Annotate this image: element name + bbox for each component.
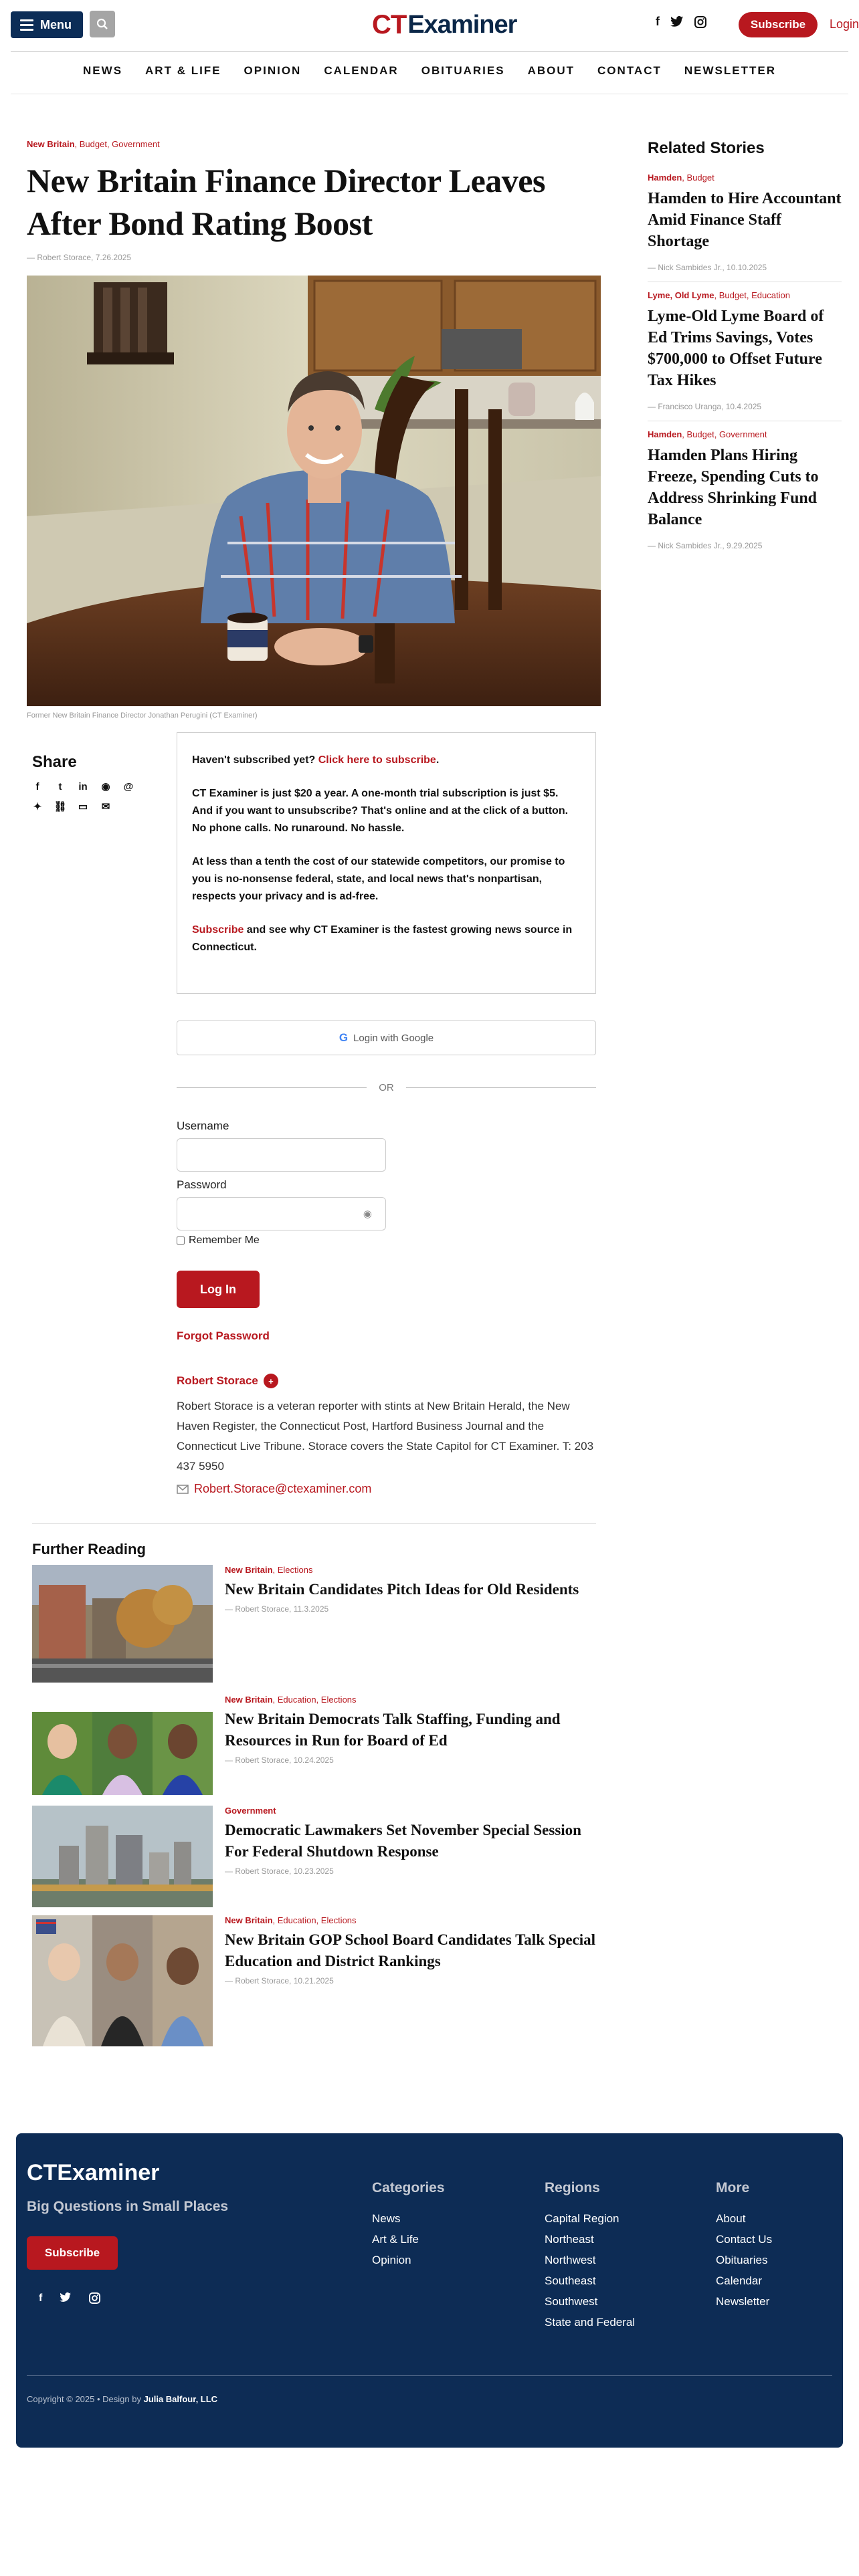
further-item-category[interactable]: New Britain [225,1915,273,1925]
or-divider [177,1079,596,1095]
nav-opinion[interactable]: OPINION [244,64,302,77]
facebook-icon[interactable]: f [39,2292,43,2304]
nav-contact[interactable]: CONTACT [597,64,662,77]
search-icon [96,18,108,30]
related-item-byline: — Nick Sambides Jr., 10.10.2025 [648,263,767,272]
nav-obituaries[interactable]: OBITUARIES [421,64,505,77]
footer-copyright [27,2394,217,2404]
footer-tagline: Big Questions in Small Places [27,2199,229,2214]
email-share-icon[interactable]: ✉ [101,801,110,813]
related-item-category[interactable]: Lyme, Old Lyme [648,290,714,300]
nav-about[interactable]: ABOUT [527,64,575,77]
designer-link[interactable]: Julia Balfour, LLC [143,2394,218,2404]
mail-icon [177,1485,189,1494]
share-title: Share [32,753,77,771]
related-title: Related Stories [648,139,765,157]
paywall-subscribe-link[interactable]: Click here to subscribe [318,754,436,766]
further-item[interactable] [32,1915,596,2049]
related-item-category-rest[interactable]: , Budget [682,173,714,183]
related-item-category-rest[interactable]: , Budget, Government [682,429,767,439]
article-headline: New Britain Finance Director Leaves After Bond Rating Boost [27,162,545,242]
further-item-image[interactable] [32,1712,213,1795]
main-nav [11,64,848,78]
further-item-byline: — Robert Storace, 10.21.2025 [225,1976,334,1985]
related-item[interactable] [648,429,842,560]
footer-social [39,2292,100,2304]
menu-label: Menu [40,17,72,31]
article-byline: — Robert Storace, 7.26.2025 [27,253,132,262]
further-reading-title: Further Reading [32,1541,146,1558]
search-button[interactable] [90,11,115,37]
further-item-headline[interactable]: New Britain Candidates Pitch Ideas for Old Residents [225,1581,579,1598]
copyright-text: Copyright © 2025 • Design by [27,2394,144,2404]
footer-link-opinion[interactable]: Opinion [372,2254,411,2266]
article-category-primary[interactable]: New Britain [27,139,75,149]
footer-categories [372,2180,445,2270]
related-stories [648,139,842,568]
related-item[interactable] [648,290,842,421]
further-item-image[interactable] [32,1565,213,1683]
portrait-image [27,276,601,706]
facebook-share-icon[interactable]: f [35,780,39,792]
paywall-box [177,732,596,994]
further-item-byline: — Robert Storace, 10.24.2025 [225,1755,334,1765]
article-photo [27,276,601,706]
or-label: OR [379,1081,394,1093]
facebook-icon[interactable]: f [656,15,660,28]
further-item-image[interactable] [32,1915,213,2046]
print-share-icon[interactable]: ▭ [78,801,88,813]
instagram-icon[interactable] [694,16,706,28]
footer-link-calendar[interactable]: Calendar [716,2274,762,2287]
paywall-text-2: CT Examiner is just $20 a year. A one-month trial subscription is just $5. And if you want to unsubscribe? That's online and at the click of a button. No phone calls. No runaround. No hassle. [192,788,569,834]
author-email[interactable]: Robert.Storace@ctexaminer.com [194,1482,372,1495]
footer-subscribe-button[interactable]: Subscribe [27,2236,118,2270]
twitter-share-icon[interactable]: t [58,780,62,792]
forgot-password-link[interactable]: Forgot Password [177,1329,270,1342]
social-links [656,15,706,29]
twitter-icon[interactable] [60,2292,72,2302]
related-item-category[interactable]: Hamden [648,429,682,439]
related-item[interactable] [648,173,842,282]
author-bio: Robert Storace is a veteran reporter with stints at New Britain Herald, the New Haven Register, the Connecticut Post, Hartford Business Journal and the Connecticut Live Tribune. Storace covers the State Capitol for CT Examiner. T: 203 437 5950 [177,1400,594,1473]
footer-link-state-federal[interactable]: State and Federal [545,2316,636,2329]
reddit-share-icon[interactable]: ◉ [101,781,110,792]
author-email-row [177,1482,371,1496]
login-submit-button[interactable]: Log In [177,1271,260,1308]
footer-link-newsletter[interactable]: Newsletter [716,2295,770,2308]
footer-link-art-life[interactable]: Art & Life [372,2233,419,2246]
linkedin-share-icon[interactable]: in [78,780,88,792]
related-item-category-rest[interactable]: , Budget, Education [714,290,790,300]
photo-caption: Former New Britain Finance Director Jonathan Perugini (CT Examiner) [27,712,258,720]
header-divider [11,51,848,52]
further-item-image[interactable] [32,1806,213,1907]
menu-button[interactable] [11,11,83,38]
article-category-rest[interactable]: , Budget, Government [74,139,160,149]
share-panel [32,753,134,812]
article-categories [27,139,160,149]
bluesky-share-icon[interactable]: ✦ [33,801,42,813]
footer-more-title: More [716,2180,750,2195]
footer-more [716,2180,772,2312]
instagram-icon[interactable] [89,2292,100,2304]
further-item-category-rest[interactable]: , Elections [272,1565,313,1575]
footer-link-northeast[interactable]: Northeast [545,2233,594,2246]
footer-logo-ct: CT [27,2160,58,2185]
related-item-byline: — Francisco Uranga, 10.4.2025 [648,402,762,411]
google-login-label: Login with Google [353,1032,434,1044]
further-item-category[interactable]: New Britain [225,1565,273,1575]
login-link[interactable]: Login [830,17,859,31]
further-item-headline[interactable]: Democratic Lawmakers Set November Special Session For Federal Shutdown Response [225,1822,581,1860]
related-item-category[interactable]: Hamden [648,173,682,183]
footer-link-obituaries[interactable]: Obituaries [716,2254,768,2266]
further-item-category-rest[interactable]: , Education, Elections [272,1695,357,1705]
footer-link-about[interactable]: About [716,2212,746,2225]
further-item-byline: — Robert Storace, 11.3.2025 [225,1604,329,1614]
footer-regions-title: Regions [545,2180,600,2195]
paywall-text-1-end: . [436,754,440,766]
plus-icon[interactable]: + [264,1374,278,1388]
password-label: Password [177,1178,227,1191]
further-item-byline: — Robert Storace, 10.23.2025 [225,1866,334,1876]
paywall-text-1: Haven't subscribed yet? [192,754,318,766]
logo-text: Examiner [407,10,517,39]
password-input[interactable] [177,1197,386,1230]
twitter-icon[interactable] [670,16,684,27]
footer-logo[interactable] [27,2160,159,2186]
footer-link-news[interactable]: News [372,2212,401,2225]
hamburger-icon [20,19,33,31]
related-item-headline[interactable]: Lyme-Old Lyme Board of Ed Trims Savings, Votes $700,000 to Offset Future Tax Hikes [648,308,824,389]
footer-logo-text: Examiner [57,2160,160,2185]
footer-link-contact[interactable]: Contact Us [716,2233,773,2246]
further-item-headline[interactable]: New Britain Democrats Talk Staffing, Funding and Resources in Run for Board of Ed [225,1711,561,1749]
google-login-button[interactable] [177,1021,596,1055]
nav-calendar[interactable]: CALENDAR [324,64,399,77]
author-name[interactable]: Robert Storace [177,1374,258,1387]
threads-share-icon[interactable]: @ [123,780,134,792]
site-logo[interactable] [372,8,516,41]
link-share-icon[interactable]: ⛓ [54,801,67,813]
further-item-category[interactable]: New Britain [225,1695,273,1705]
nav-news[interactable]: NEWS [83,64,123,77]
username-input[interactable] [177,1138,386,1172]
paywall-text-4: and see why CT Examiner is the fastest growing news source in Connecticut. [192,924,573,953]
subscribe-button[interactable]: Subscribe [739,12,818,37]
footer-link-southeast[interactable]: Southeast [545,2274,596,2287]
logo-ct: CT [372,9,407,39]
eye-icon[interactable]: ◉ [363,1208,372,1220]
further-item[interactable] [32,1565,596,1685]
footer-divider [27,2375,832,2376]
author-box [177,1374,278,1388]
further-divider [32,1523,596,1524]
related-item-headline[interactable]: Hamden to Hire Accountant Amid Finance Staff Shortage [648,190,842,250]
site-footer [16,2133,843,2448]
footer-categories-title: Categories [372,2180,445,2195]
related-item-headline[interactable]: Hamden Plans Hiring Freeze, Spending Cuts to Address Shrinking Fund Balance [648,447,819,528]
further-item[interactable] [32,1806,596,1907]
remember-checkbox[interactable] [177,1237,185,1245]
related-item-byline: — Nick Sambides Jr., 9.29.2025 [648,541,763,550]
footer-link-capital-region[interactable]: Capital Region [545,2212,619,2225]
footer-link-southwest[interactable]: Southwest [545,2295,598,2308]
top-bar [0,0,859,51]
further-item-category[interactable]: Government [225,1806,276,1816]
google-icon: G [339,1031,349,1044]
remember-me[interactable] [177,1235,260,1247]
further-item-headline[interactable]: New Britain GOP School Board Candidates Talk Special Education and District Rankings [225,1931,596,1969]
remember-label: Remember Me [189,1235,260,1246]
paywall-text-3: At less than a tenth the cost of our statewide competitors, our promise to you is no-nonsense federal, state, and local news that's nonpartisan, respects your privacy and is ad-free. [192,856,565,902]
further-item[interactable] [32,1695,596,1795]
nav-art-life[interactable]: ART & LIFE [145,64,221,77]
footer-link-northwest[interactable]: Northwest [545,2254,596,2266]
further-item-category-rest[interactable]: , Education, Elections [272,1915,357,1925]
nav-newsletter[interactable]: NEWSLETTER [684,64,776,77]
paywall-subscribe-link-2[interactable]: Subscribe [192,924,244,936]
username-label: Username [177,1119,229,1132]
footer-regions [545,2180,635,2333]
